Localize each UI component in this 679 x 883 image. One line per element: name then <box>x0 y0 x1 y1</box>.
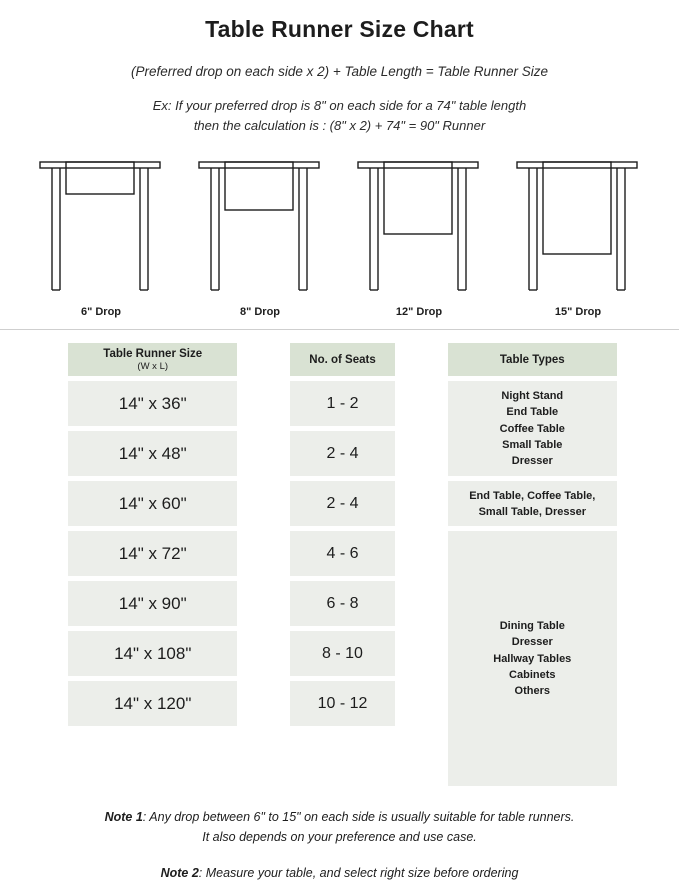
column-seats <box>290 343 394 791</box>
diagram-8-drop <box>185 150 335 318</box>
example-line-2: then the calculation is : (8" x 2) + 74" = 90" Runner <box>193 118 486 134</box>
type-line: Others <box>514 685 551 698</box>
table-row: 8 - 10 <box>290 631 394 676</box>
note-1 <box>34 807 645 847</box>
column-size <box>68 343 237 791</box>
type-line: Hallway Tables <box>493 652 572 665</box>
table-row: 14" x 48" <box>68 431 237 476</box>
note-2 <box>34 863 645 883</box>
header-size-sublabel: (W x L) <box>137 360 169 372</box>
notes-section <box>0 807 679 883</box>
type-line: Night Stand <box>501 390 564 403</box>
table-illustration-8 <box>185 150 335 300</box>
size-chart-page <box>0 10 679 881</box>
table-row: 1 - 2 <box>290 381 394 426</box>
size-table <box>0 343 679 791</box>
table-row: 10 - 12 <box>290 681 394 726</box>
header-seats <box>290 343 394 376</box>
example-line-1: Ex: If your preferred drop is 8" on each side for a 74" table length <box>152 98 527 113</box>
table-types-group-2 <box>448 481 617 526</box>
drop-label-6: 6" Drop <box>80 306 122 319</box>
header-size <box>68 343 237 376</box>
note-1-line-1: : Any drop between 6" to 15" on each side is usually suitable for table runners. <box>142 810 575 825</box>
type-line: Small Table <box>502 438 563 451</box>
type-line: Dresser <box>511 636 553 649</box>
note-2-label: Note 2 <box>160 866 199 881</box>
diagram-row <box>0 150 679 318</box>
header-size-label: Table Runner Size <box>103 347 203 360</box>
table-row: 14" x 90" <box>68 581 237 626</box>
type-line: Coffee Table <box>499 422 565 435</box>
table-row: 2 - 4 <box>290 431 394 476</box>
type-line: Small Table, Dresser <box>478 505 586 518</box>
drop-label-15: 15" Drop <box>554 306 602 319</box>
table-row: 4 - 6 <box>290 531 394 576</box>
formula-text: (Preferred drop on each side x 2) + Table Length = Table Runner Size <box>130 64 549 79</box>
table-illustration-6 <box>26 150 176 300</box>
diagram-15-drop <box>503 150 653 318</box>
header-types <box>448 343 617 376</box>
table-types-group-3 <box>448 531 617 786</box>
type-line: Cabinets <box>509 668 556 681</box>
example-block <box>0 96 679 136</box>
table-illustration-12 <box>344 150 494 300</box>
header-types-label: Table Types <box>499 353 565 366</box>
diagram-6-drop <box>26 150 176 318</box>
table-row: 14" x 72" <box>68 531 237 576</box>
note-2-text: : Measure your table, and select right size before ordering <box>198 866 519 881</box>
header-seats-label: No. of Seats <box>309 353 376 366</box>
table-row: 14" x 60" <box>68 481 237 526</box>
note-1-label: Note 1 <box>104 810 143 825</box>
note-1-line-2: It also depends on your preference and use case. <box>202 830 477 845</box>
table-row: 14" x 108" <box>68 631 237 676</box>
page-title: Table Runner Size Chart <box>205 16 474 42</box>
type-line: Dresser <box>511 455 553 468</box>
column-types <box>448 343 617 791</box>
type-line: End Table, Coffee Table, <box>469 489 596 502</box>
diagram-12-drop <box>344 150 494 318</box>
section-divider <box>0 329 679 330</box>
type-line: Dining Table <box>499 620 565 633</box>
table-row: 2 - 4 <box>290 481 394 526</box>
drop-label-8: 8" Drop <box>239 306 281 319</box>
table-types-group-1 <box>448 381 617 476</box>
table-row: 14" x 36" <box>68 381 237 426</box>
type-line: End Table <box>506 406 559 419</box>
table-row: 6 - 8 <box>290 581 394 626</box>
table-illustration-15 <box>503 150 653 300</box>
drop-label-12: 12" Drop <box>395 306 443 319</box>
table-row: 14" x 120" <box>68 681 237 726</box>
